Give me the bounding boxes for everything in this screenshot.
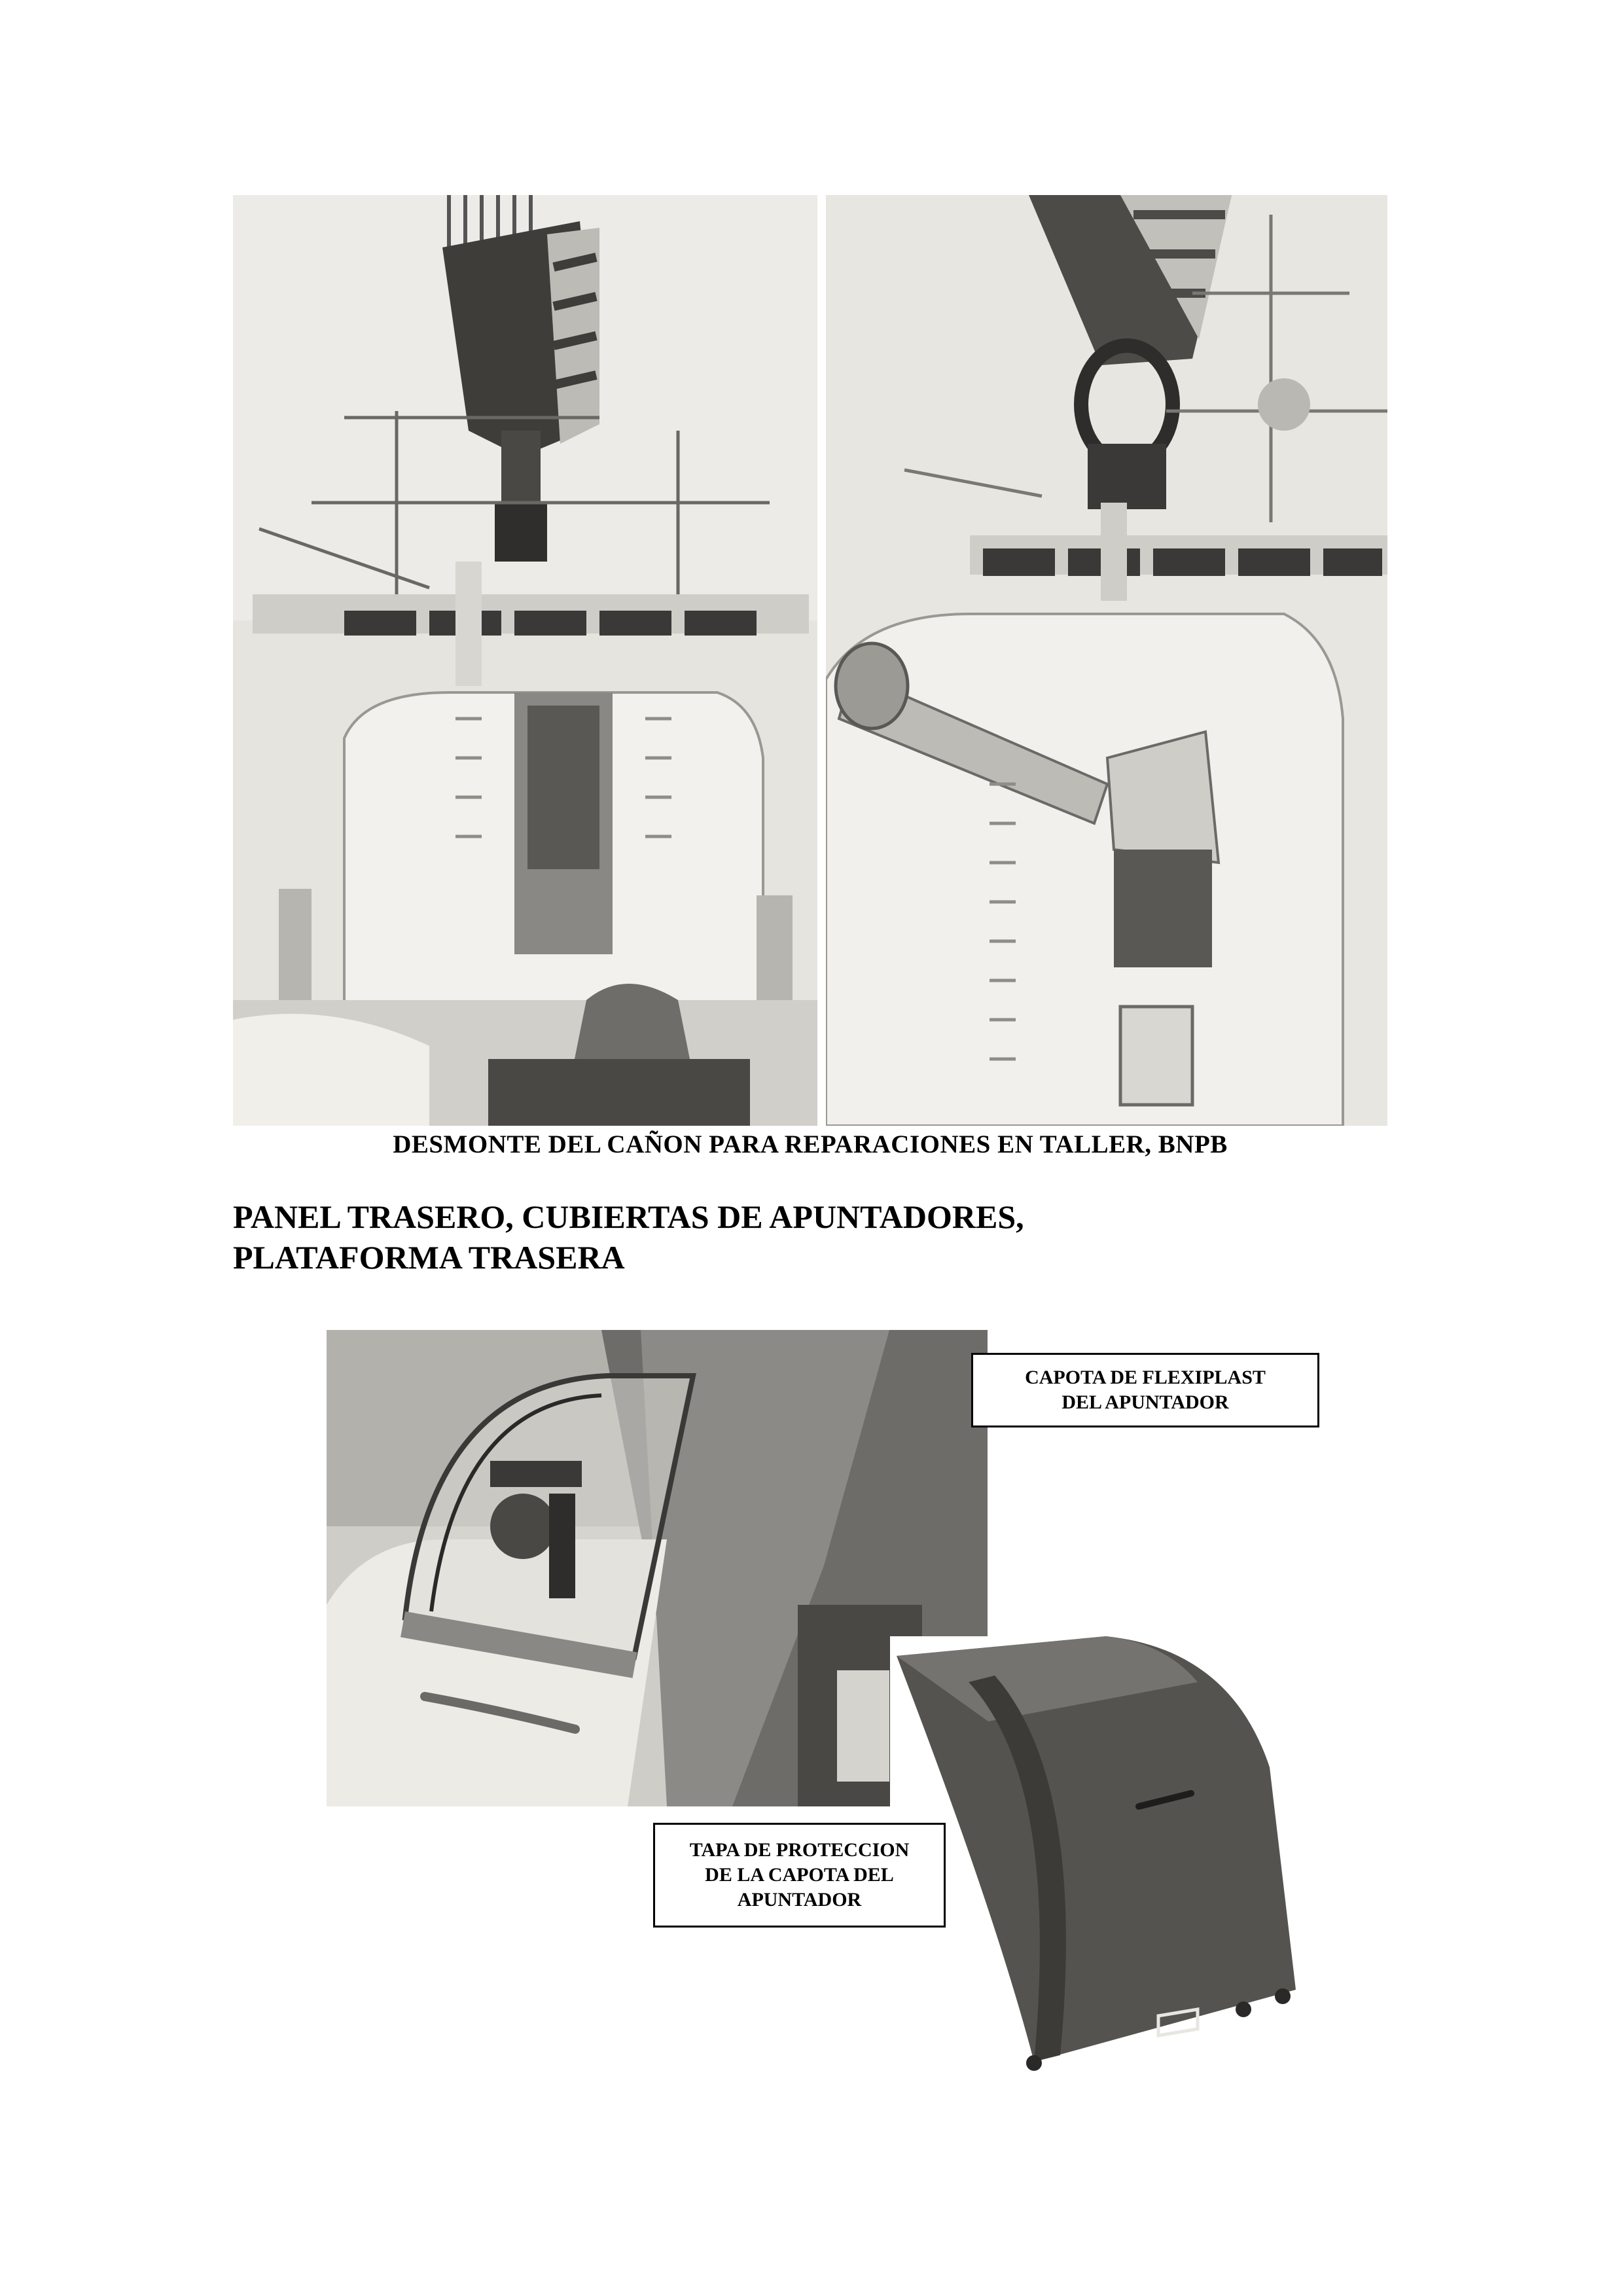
- section-title-line-1: PANEL TRASERO, CUBIERTAS DE APUNTADORES,: [233, 1198, 1024, 1235]
- photo-layer-canopy: [327, 1330, 988, 1806]
- photo-caption: DESMONTE DEL CAÑON PARA REPARACIONES EN TALLER, BNPB: [393, 1130, 1228, 1158]
- callout-tapa-line-3: APUNTADOR: [737, 1889, 862, 1910]
- photo-crane-lift-side: [826, 195, 1387, 1126]
- photo-crane-lift-front: [233, 195, 817, 1126]
- callout-tapa-line-2: DE LA CAPOTA DEL: [705, 1864, 894, 1886]
- callout-tapa-line-1: TAPA DE PROTECCION: [689, 1839, 910, 1861]
- section-title-line-2: PLATAFORMA TRASERA: [233, 1239, 625, 1276]
- photo-protective-lid: [890, 1636, 1315, 2081]
- callout-capota-line-1: CAPOTA DE FLEXIPLAST: [1025, 1367, 1266, 1388]
- callout-flexiplast-canopy: [971, 1353, 1319, 1427]
- callout-capota-line-2: DEL APUNTADOR: [1061, 1391, 1229, 1413]
- callout-protective-lid: [653, 1823, 946, 1928]
- section-title: [233, 1196, 1280, 1278]
